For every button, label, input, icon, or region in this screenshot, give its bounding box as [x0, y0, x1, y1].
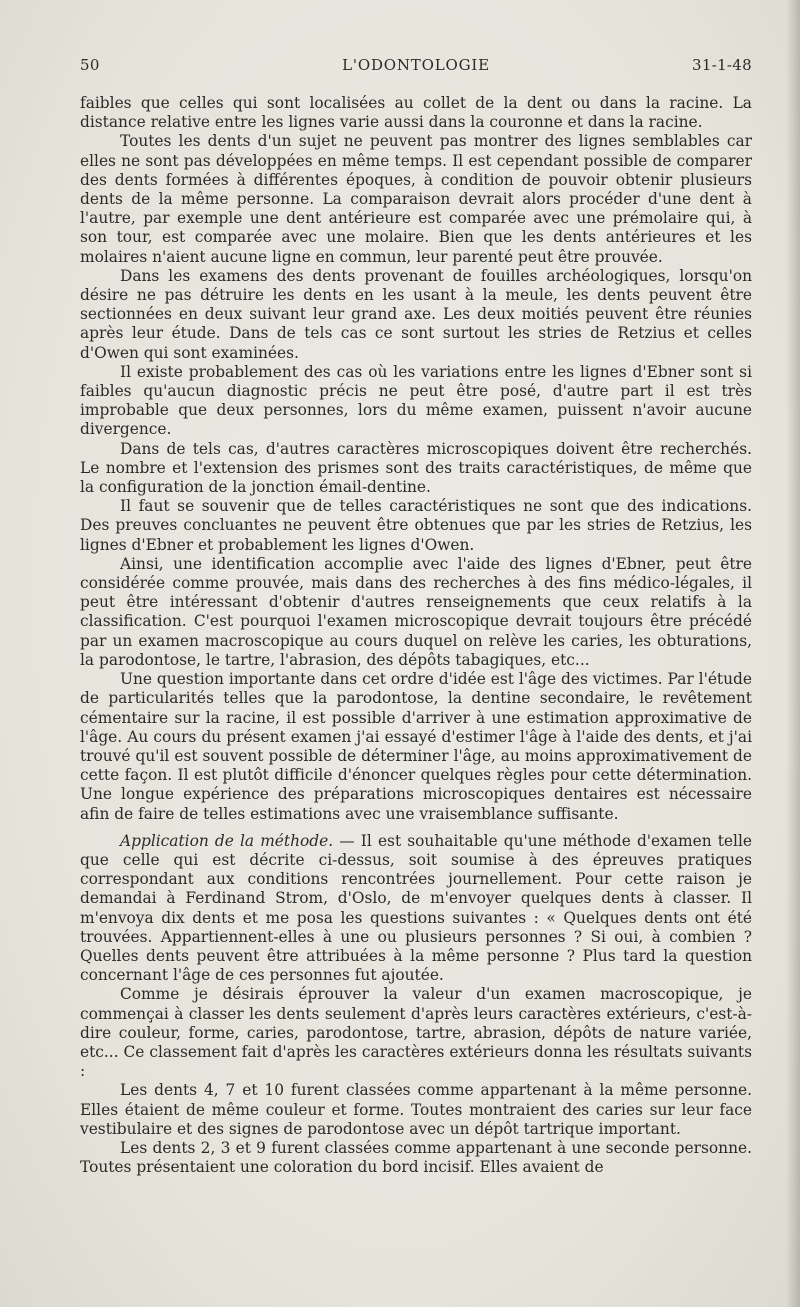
paragraph: Les dents 2, 3 et 9 furent classées comme appartenant à une seconde personne. Toutes présentaient une coloration du bord incisif. Elles avaient de — [80, 1138, 752, 1177]
paragraph: Dans les examens des dents provenant de fouilles archéologiques, lorsqu'on désire ne pas détruire les dents en les usant à la meule, les dents peuvent être sectionnées en deux suivant leur grand axe. Les deux moitiés peuvent être réunies après leur étude. Dans de tels cas ce sont surtout les stries de Retzius et celles d'Owen qui sont examinées. — [80, 266, 752, 362]
section-paragraph — [80, 832, 752, 986]
paragraph: Une question importante dans cet ordre d'idée est l'âge des victimes. Par l'étude de particularités telles que la parodontose, la dentine secondaire, le revêtement cémentaire sur la racine, il est possible d'arriver à une estimation approximative de l'âge. Au cours du présent examen j'ai essayé d'estimer l'âge à l'aide des dents, et j'ai trouvé qu'il est souvent possible de déterminer l'âge, au moins approximativement de cette façon. Il est plutôt difficile d'énoncer quelques règles pour cette détermination. Une longue expérience des préparations microscopiques dentaires est nécessaire afin de faire de telles estimations avec une vraisemblance suffisante. — [80, 670, 752, 823]
paragraph: Les dents 4, 7 et 10 furent classées comme appartenant à la même personne. Elles étaient de même couleur et forme. Toutes montraient des caries sur leur face vestibulaire et des signes de parodontose avec un dépôt tartrique important. — [80, 1081, 752, 1138]
article-body — [80, 94, 752, 1177]
paragraph: Comme je désirais éprouver la valeur d'un examen macroscopique, je commençai à classer les dents seulement d'après leurs caractères extérieurs, c'est-à-dire couleur, forme, caries, parodontose, tartre, abrasion, dépôts de nature variée, etc... Ce classement fait d'après les caractères extérieurs donna les résultats suivants : — [80, 985, 752, 1081]
journal-title: L'ODONTOLOGIE — [342, 56, 490, 74]
running-header — [80, 56, 752, 78]
section-lead-text: — Il est souhaitable qu'une méthode d'examen telle que celle qui est décrite ci-dessus, soit soumise à des épreuves pratiques correspondant aux conditions rencontrées journellement. Pour cette raison je demandai à Ferdinand Strom, d'Oslo, de m'envoyer quelques dents à classer. Il m'envoya dix dents et me posa les questions suivantes : « Quelques dents ont été trouvées. Appartiennent-elles à une ou plusieurs personnes ? Si oui, à combien ? Quelles dents peuvent être attribuées à la même personne ? Plus tard la question concernant l'âge de ces personnes fut ajoutée. — [80, 831, 752, 985]
paragraph: Il faut se souvenir que de telles caractéristiques ne sont que des indications. Des preuves concluantes ne peuvent être obtenues que par les stries de Retzius, les lignes d'Ebner et probablement les lignes d'Owen. — [80, 497, 752, 554]
page-number: 50 — [80, 56, 100, 74]
page-edge-shadow — [786, 0, 800, 1307]
paragraph: Toutes les dents d'un sujet ne peuvent pas montrer des lignes semblables car elles ne sont pas développées en même temps. Il est cependant possible de comparer des dents formées à différentes époques, à condition de pouvoir obtenir plusieurs dents de la même personne. La comparaison devrait alors procéder d'une dent à l'autre, par exemple une dent antérieure est comparée avec une prémolaire qui, à son tour, est comparée avec une molaire. Bien que les dents antérieures et les molaires n'aient aucune ligne en commun, leur parenté peut être prouvée. — [80, 132, 752, 266]
paragraph: Il existe probablement des cas où les variations entre les lignes d'Ebner sont si faibles qu'aucun diagnostic précis ne peut être posé, d'autre part il est très improbable que deux personnes, lors du même examen, puissent n'avoir aucune divergence. — [80, 362, 752, 439]
paragraph: faibles que celles qui sont localisées au collet de la dent ou dans la racine. La distance relative entre les lignes varie aussi dans la couronne et dans la racine. — [80, 94, 752, 132]
paragraph: Ainsi, une identification accomplie avec l'aide des lignes d'Ebner, peut être considérée comme prouvée, mais dans des recherches à des fins médico-légales, il peut être intéressant d'obtenir d'autres renseignements que ceux relatifs à la classification. C'est pourquoi l'examen microscopique devrait toujours être précédé par un examen macroscopique au cours duquel on relève les caries, les obturations, la parodontose, le tartre, l'abrasion, des dépôts tabagiques, etc... — [80, 554, 752, 669]
paragraph: Dans de tels cas, d'autres caractères microscopiques doivent être recherchés. Le nombre et l'extension des prismes sont des traits caractéristiques, de même que la configuration de la jonction émail-dentine. — [80, 439, 752, 497]
section-heading: Application de la méthode. — [120, 831, 334, 850]
issue-date: 31-1-48 — [692, 56, 752, 74]
